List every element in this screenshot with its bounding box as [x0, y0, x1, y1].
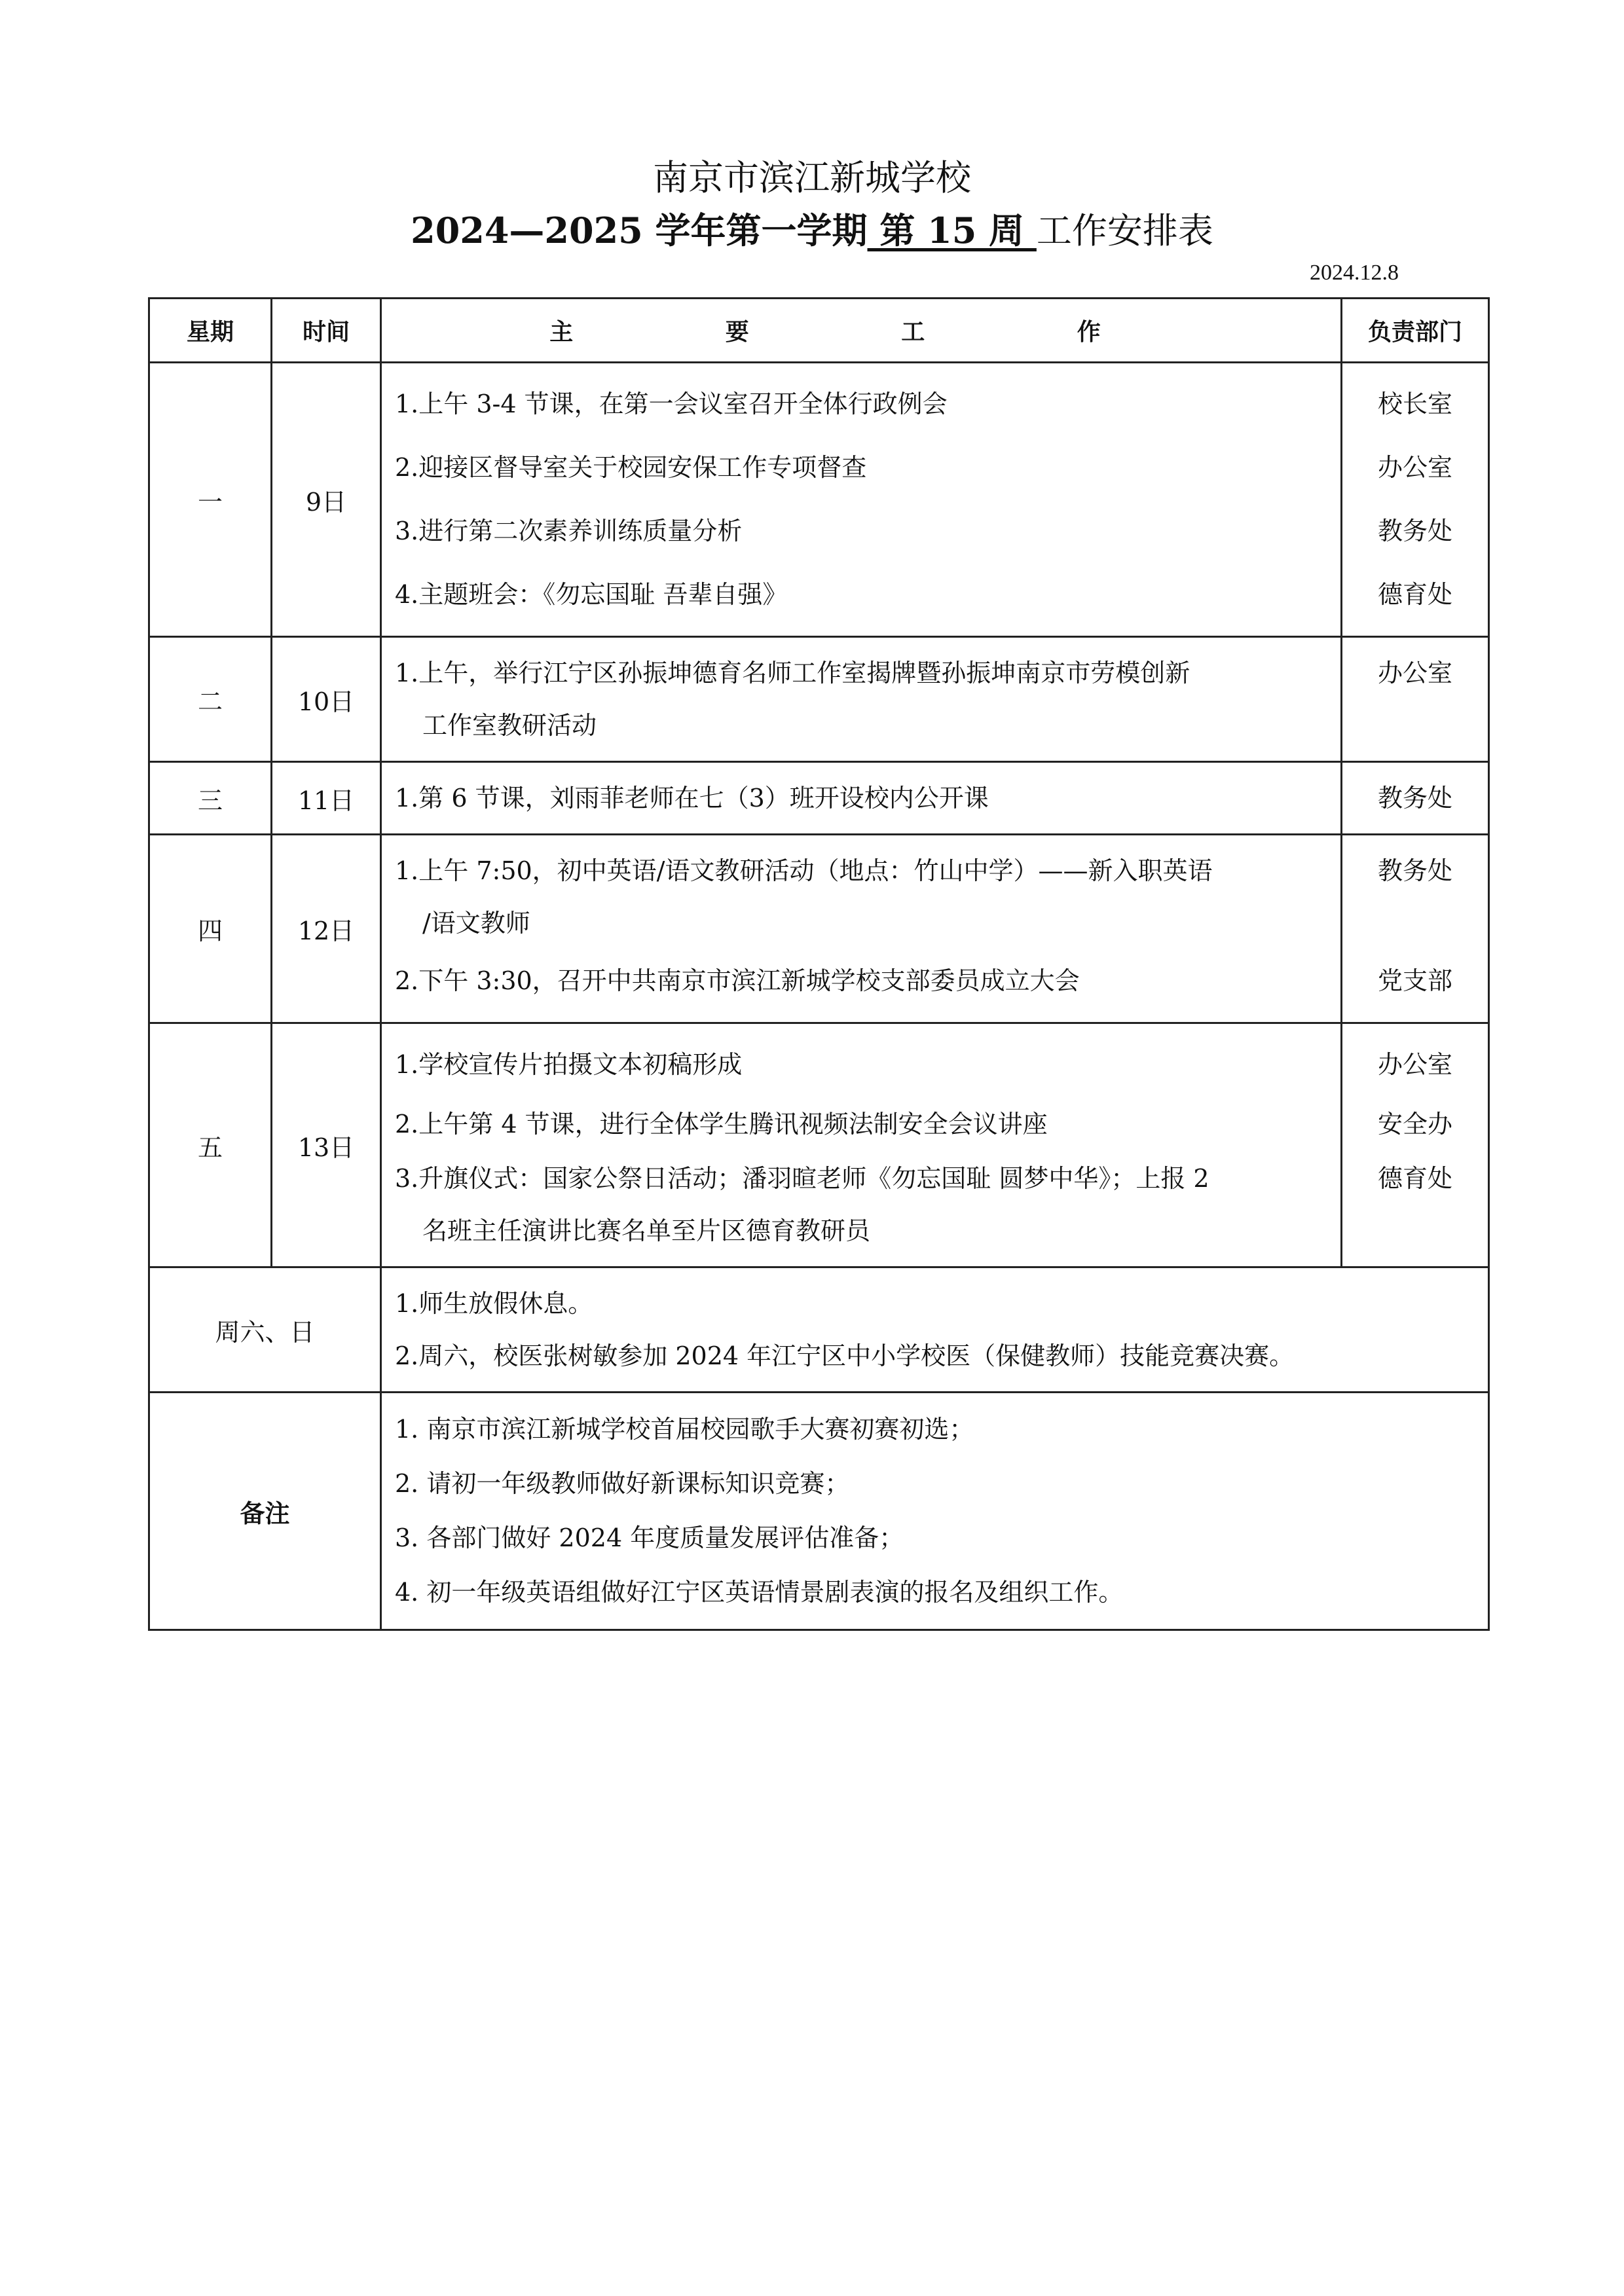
table-row: [149, 637, 1489, 762]
dept-item: 办公室: [1377, 453, 1452, 482]
schedule-table: [148, 297, 1490, 1631]
row-work: [381, 363, 1342, 637]
row-work: [381, 762, 1342, 835]
col-header-time: 时间: [272, 299, 381, 363]
work-item: 2.迎接区督导室关于校园安保工作专项督查: [395, 453, 867, 482]
note-item: 3. 各部门做好 2024 年度质量发展评估准备；: [395, 1523, 904, 1552]
table-row: [149, 762, 1489, 835]
row-dept: [1342, 363, 1489, 637]
dept-item: 教务处: [1377, 784, 1452, 812]
row-day: 三: [149, 762, 272, 835]
document-date: 2024.12.8: [1310, 261, 1399, 285]
table-header-row: [149, 299, 1489, 363]
work-item: 3.进行第二次素养训练质量分析: [395, 517, 743, 545]
row-dept: [1342, 762, 1489, 835]
row-date: 13日: [272, 1023, 381, 1267]
weekend-item: 2.周六，校医张树敏参加 2024 年江宁区中小学校医（保健教师）技能竞赛决赛。: [395, 1341, 1295, 1370]
row-work: [381, 835, 1342, 1023]
notes-label: 备注: [149, 1393, 381, 1630]
school-name: 南京市滨江新城学校: [653, 157, 971, 198]
row-date: 11日: [272, 762, 381, 835]
dept-item: 教务处: [1377, 517, 1452, 545]
note-item: 2. 请初一年级教师做好新课标知识竞赛；: [395, 1469, 850, 1498]
dept-item: 校长室: [1377, 390, 1452, 418]
row-day: 一: [149, 363, 272, 637]
row-date: 10日: [272, 637, 381, 762]
row-date: 9日: [272, 363, 381, 637]
work-item: 1.上午 7:50，初中英语/语文教研活动（地点：竹山中学）——新入职英语: [395, 856, 1213, 885]
col-header-day: 星期: [149, 299, 272, 363]
note-item: 1. 南京市滨江新城学校首届校园歌手大赛初赛初选；: [395, 1415, 974, 1444]
table-row: [149, 363, 1489, 637]
dept-item: 党支部: [1377, 966, 1452, 995]
dept-item: 德育处: [1377, 580, 1452, 609]
dept-item: 安全办: [1377, 1110, 1452, 1139]
dept-item: 教务处: [1377, 856, 1452, 885]
table-row-weekend: [149, 1267, 1489, 1393]
table-row-notes: [149, 1393, 1489, 1630]
work-item: 1.上午，举行江宁区孙振坤德育名师工作室揭牌暨孙振坤南京市劳模创新: [395, 659, 1190, 687]
work-item: 1.上午 3-4 节课，在第一会议室召开全体行政例会: [395, 390, 948, 418]
title-tail: 工作安排表: [1036, 210, 1213, 251]
work-item-continuation: /语文教师: [422, 909, 530, 938]
weekend-item: 1.师生放假休息。: [395, 1289, 593, 1318]
dept-item: 办公室: [1377, 659, 1452, 687]
work-item-continuation: 工作室教研活动: [422, 711, 597, 740]
dept-item: 办公室: [1377, 1050, 1452, 1079]
work-item: 1.第 6 节课，刘雨菲老师在七（3）班开设校内公开课: [395, 784, 989, 812]
work-item: 2.下午 3:30，召开中共南京市滨江新城学校支部委员成立大会: [395, 966, 1080, 995]
row-work: [381, 1023, 1342, 1267]
work-item-continuation: 名班主任演讲比赛名单至片区德育教研员: [422, 1216, 871, 1245]
row-work: [381, 637, 1342, 762]
schedule-title: [0, 204, 1624, 257]
row-dept: [1342, 1023, 1489, 1267]
dept-item: 德育处: [1377, 1164, 1452, 1193]
notes-content: [381, 1393, 1489, 1630]
row-day: 二: [149, 637, 272, 762]
row-dept: [1342, 637, 1489, 762]
weekend-work: [381, 1267, 1489, 1393]
row-day: 四: [149, 835, 272, 1023]
title-year: 2024—2025 学年第一学期: [411, 210, 868, 251]
col-header-work: [381, 299, 1342, 363]
work-item: 1.学校宣传片拍摄文本初稿形成: [395, 1050, 743, 1079]
row-date: 12日: [272, 835, 381, 1023]
title-week: 第 15 周: [867, 210, 1037, 251]
row-dept: [1342, 835, 1489, 1023]
row-day: 五: [149, 1023, 272, 1267]
dept-spacer: [1342, 897, 1488, 949]
col-header-dept: 负责部门: [1342, 299, 1489, 363]
work-item: 2.上午第 4 节课，进行全体学生腾讯视频法制安全会议讲座: [395, 1110, 1048, 1139]
work-item: 3.升旗仪式：国家公祭日活动；潘羽暄老师《勿忘国耻 圆梦中华》；上报 2: [395, 1164, 1209, 1193]
weekend-label: 周六、日: [149, 1267, 381, 1393]
note-item: 4. 初一年级英语组做好江宁区英语情景剧表演的报名及组织工作。: [395, 1578, 1124, 1607]
table-row: [149, 835, 1489, 1023]
col-header-work-label: 主 要 工 作: [549, 318, 1173, 346]
work-item: 4.主题班会：《勿忘国耻 吾辈自强》: [395, 580, 788, 609]
table-row: [149, 1023, 1489, 1267]
